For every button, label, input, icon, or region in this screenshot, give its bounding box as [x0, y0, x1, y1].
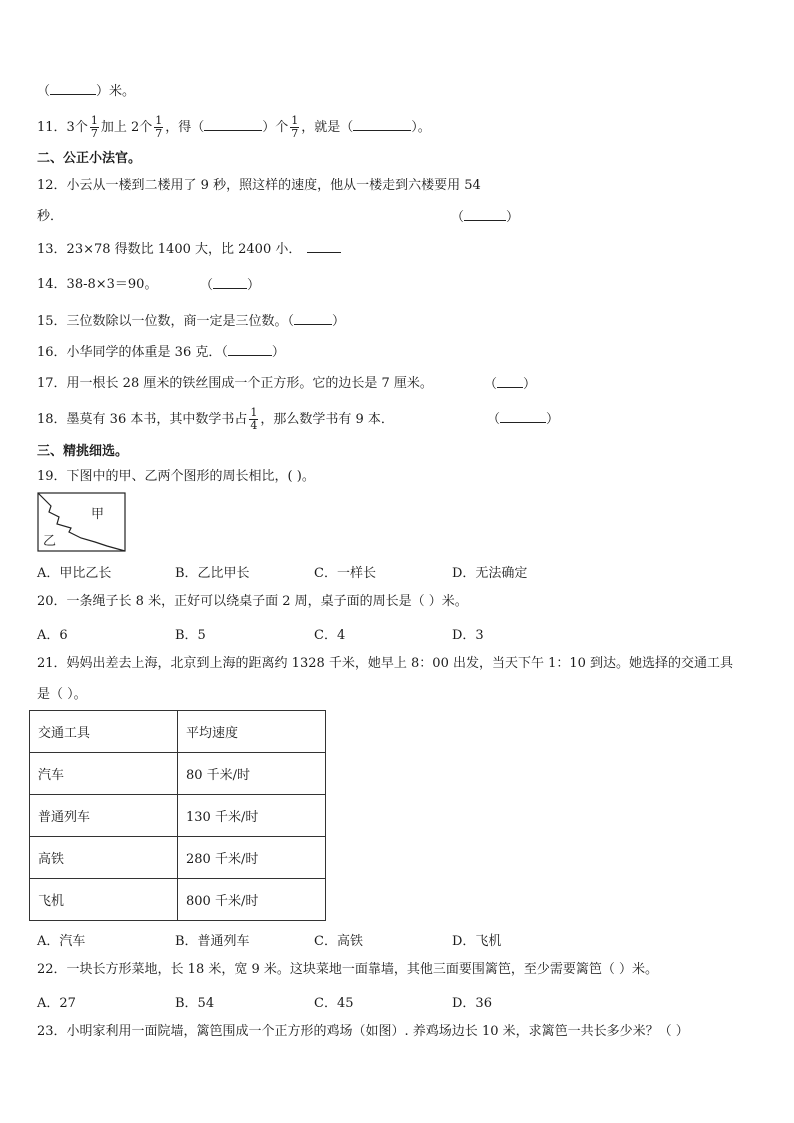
q19-figure — [37, 492, 127, 554]
speed-table — [29, 710, 326, 921]
option-b[interactable]: B．5 — [175, 628, 206, 643]
table-row: 普通列车 130 千米/时 — [30, 795, 326, 837]
question-17: 17．用一根长 28 厘米的铁丝围成一个正方形。它的边长是 7 厘米。 （ ） — [37, 376, 537, 392]
question-12-line2: 秒． （ ） — [37, 209, 520, 225]
option-c[interactable]: C．4 — [314, 628, 346, 643]
option-d[interactable]: D．飞机 — [452, 934, 502, 949]
question-13: 13．23×78 得数比 1400 大，比 2400 小． — [37, 240, 341, 259]
fraction: $\frac{1}{7}$ — [155, 114, 163, 140]
answer-blank[interactable] — [213, 276, 247, 289]
q10-tail: （ ）米。 — [37, 84, 136, 99]
answer-blank[interactable] — [228, 343, 272, 356]
table-row: 飞机 800 千米/时 — [30, 879, 326, 921]
option-d[interactable]: D．3 — [452, 628, 484, 643]
question-22: 22．一块长方形菜地，长 18 米，宽 9 米。这块菜地一面靠墙，其他三面要围篱笆，至少需要篱笆（ ）米。 — [37, 962, 659, 977]
q19-options — [37, 562, 737, 580]
fraction: $\frac{1}{7}$ — [291, 114, 299, 140]
table-row: 汽车 80 千米/时 — [30, 753, 326, 795]
q20-options — [37, 624, 737, 642]
section-title: 二、公正小法官。 — [37, 151, 142, 166]
table-row: 高铁 280 千米/时 — [30, 837, 326, 879]
answer-blank[interactable] — [307, 240, 341, 253]
answer-blank[interactable] — [497, 375, 523, 388]
option-d[interactable]: D．36 — [452, 996, 492, 1011]
question-23: 23．小明家利用一面院墙，篱笆围成一个正方形的鸡场（如图）. 养鸡场边长 10 米，求篱笆一共长多少米？（ ） — [37, 1024, 689, 1039]
option-a[interactable]: A．27 — [37, 996, 76, 1011]
question-16: 16．小华同学的体重是 36 克．（ ） — [37, 345, 285, 360]
question-19: 19．下图中的甲、乙两个图形的周长相比，( )。 — [37, 469, 315, 484]
answer-blank[interactable] — [500, 410, 546, 423]
question-21-line2: 是（ ）。 — [37, 687, 87, 702]
option-c[interactable]: C．高铁 — [314, 934, 363, 949]
table-row: 交通工具 平均速度 — [30, 711, 326, 753]
answer-blank[interactable] — [353, 118, 411, 131]
option-b[interactable]: B．乙比甲长 — [175, 566, 250, 581]
question-12: 12．小云从一楼到二楼用了 9 秒，照这样的速度，他从一楼走到六楼要用 54 — [37, 178, 481, 193]
fraction: $\frac{1}{7}$ — [90, 114, 98, 140]
option-c[interactable]: C．45 — [314, 996, 354, 1011]
question-15: 15．三位数除以一位数，商一定是三位数。（ ） — [37, 314, 346, 329]
question-18: 18．墨莫有 36 本书，其中数学书占 $\frac{1}{4}$ ，那么数学书有 9 本． （ ） — [37, 406, 560, 432]
option-a[interactable]: A．汽车 — [37, 934, 86, 949]
option-d[interactable]: D．无法确定 — [452, 566, 528, 581]
label-yi: 乙 — [43, 534, 57, 549]
answer-blank[interactable] — [464, 208, 506, 221]
option-a[interactable]: A．甲比乙长 — [37, 566, 112, 581]
answer-blank[interactable] — [204, 118, 262, 131]
q22-options — [37, 992, 737, 1010]
question-21: 21．妈妈出差去上海，北京到上海的距离约 1328 千米，她早上 8：00 出发，当天下午 1：10 到达。她选择的交通工具 — [37, 656, 734, 671]
answer-blank[interactable] — [50, 82, 96, 95]
option-b[interactable]: B．54 — [175, 996, 215, 1011]
option-b[interactable]: B．普通列车 — [175, 934, 250, 949]
fraction: $\frac{1}{4}$ — [250, 406, 258, 432]
question-20: 20．一条绳子长 8 米，正好可以绕桌子面 2 周，桌子面的周长是（ ）米。 — [37, 594, 468, 609]
option-c[interactable]: C．一样长 — [314, 566, 376, 581]
label-jia: 甲 — [91, 507, 105, 522]
question-14: 14．38-8×3＝90。 （ ） — [37, 277, 261, 293]
question-11: 11．3个 $\frac{1}{7}$ 加上 2个 $\frac{1}{7}$ ，得（ ）个 $\frac{1}{7}$ ，就是（ ）。 — [37, 114, 431, 140]
q21-options — [37, 930, 737, 948]
answer-blank[interactable] — [294, 312, 332, 325]
section-title: 三、精挑细选。 — [37, 444, 129, 459]
option-a[interactable]: A．6 — [37, 628, 68, 643]
